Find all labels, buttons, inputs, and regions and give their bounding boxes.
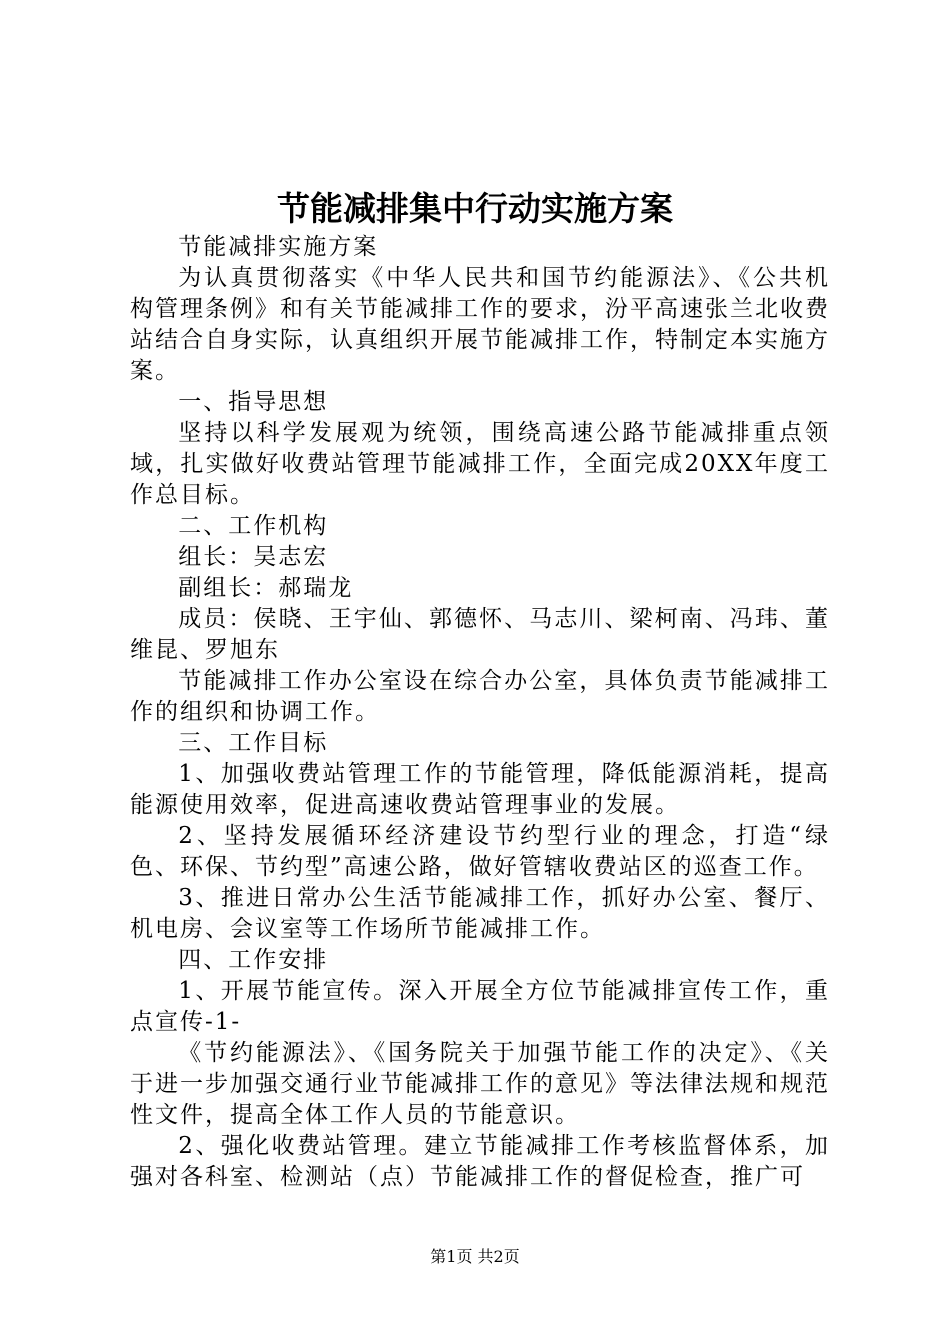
document-body <box>130 232 830 1193</box>
document-title: 节能减排集中行动实施方案 <box>277 189 673 228</box>
section-heading: 二、工作机构 <box>178 513 329 539</box>
paragraph: 节能减排实施方案 <box>178 234 379 260</box>
paragraph: 2、坚持发展循环经济建设节约型行业的理念，打造“绿色、环保、节约型”高速公路，做好管辖收费站区的巡查工作。 <box>130 823 830 880</box>
paragraph: 成员：侯晓、王宇仙、郭德怀、马志川、梁柯南、冯玮、董维昆、罗旭东 <box>130 606 830 663</box>
paragraph: 坚持以科学发展观为统领，围绕高速公路节能减排重点领域，扎实做好收费站管理节能减排工作，全面完成20XX年度工作总目标。 <box>130 420 830 508</box>
paragraph: 3、推进日常办公生活节能减排工作，抓好办公室、餐厅、机电房、会议室等工作场所节能减排工作。 <box>130 885 830 942</box>
paragraph: 2、强化收费站管理。建立节能减排工作考核监督体系，加强对各科室、检测站（点）节能减排工作的督促检查，推广可 <box>130 1133 830 1190</box>
paragraph: 副组长：郝瑞龙 <box>178 575 354 601</box>
section-heading: 四、工作安排 <box>178 947 329 973</box>
paragraph: 节能减排工作办公室设在综合办公室，具体负责节能减排工作的组织和协调工作。 <box>130 668 830 725</box>
section-heading: 三、工作目标 <box>178 730 329 756</box>
section-heading: 一、指导思想 <box>178 389 329 415</box>
paragraph: 《节约能源法》、《国务院关于加强节能工作的决定》、《关于进一步加强交通行业节能减排工作的意见》等法律法规和规范性文件，提高全体工作人员的节能意识。 <box>130 1040 830 1128</box>
paragraph: 组长：吴志宏 <box>178 544 329 570</box>
paragraph: 1、加强收费站管理工作的节能管理，降低能源消耗，提高能源使用效率，促进高速收费站管理事业的发展。 <box>130 761 830 818</box>
page-footer: 第1页 共2页 <box>430 1247 520 1266</box>
paragraph: 1、开展节能宣传。深入开展全方位节能减排宣传工作，重点宣传-1- <box>130 978 830 1035</box>
paragraph: 为认真贯彻落实《中华人民共和国节约能源法》、《公共机构管理条例》和有关节能减排工作的要求，汾平高速张兰北收费站结合自身实际，认真组织开展节能减排工作，特制定本实施方案。 <box>130 265 830 384</box>
